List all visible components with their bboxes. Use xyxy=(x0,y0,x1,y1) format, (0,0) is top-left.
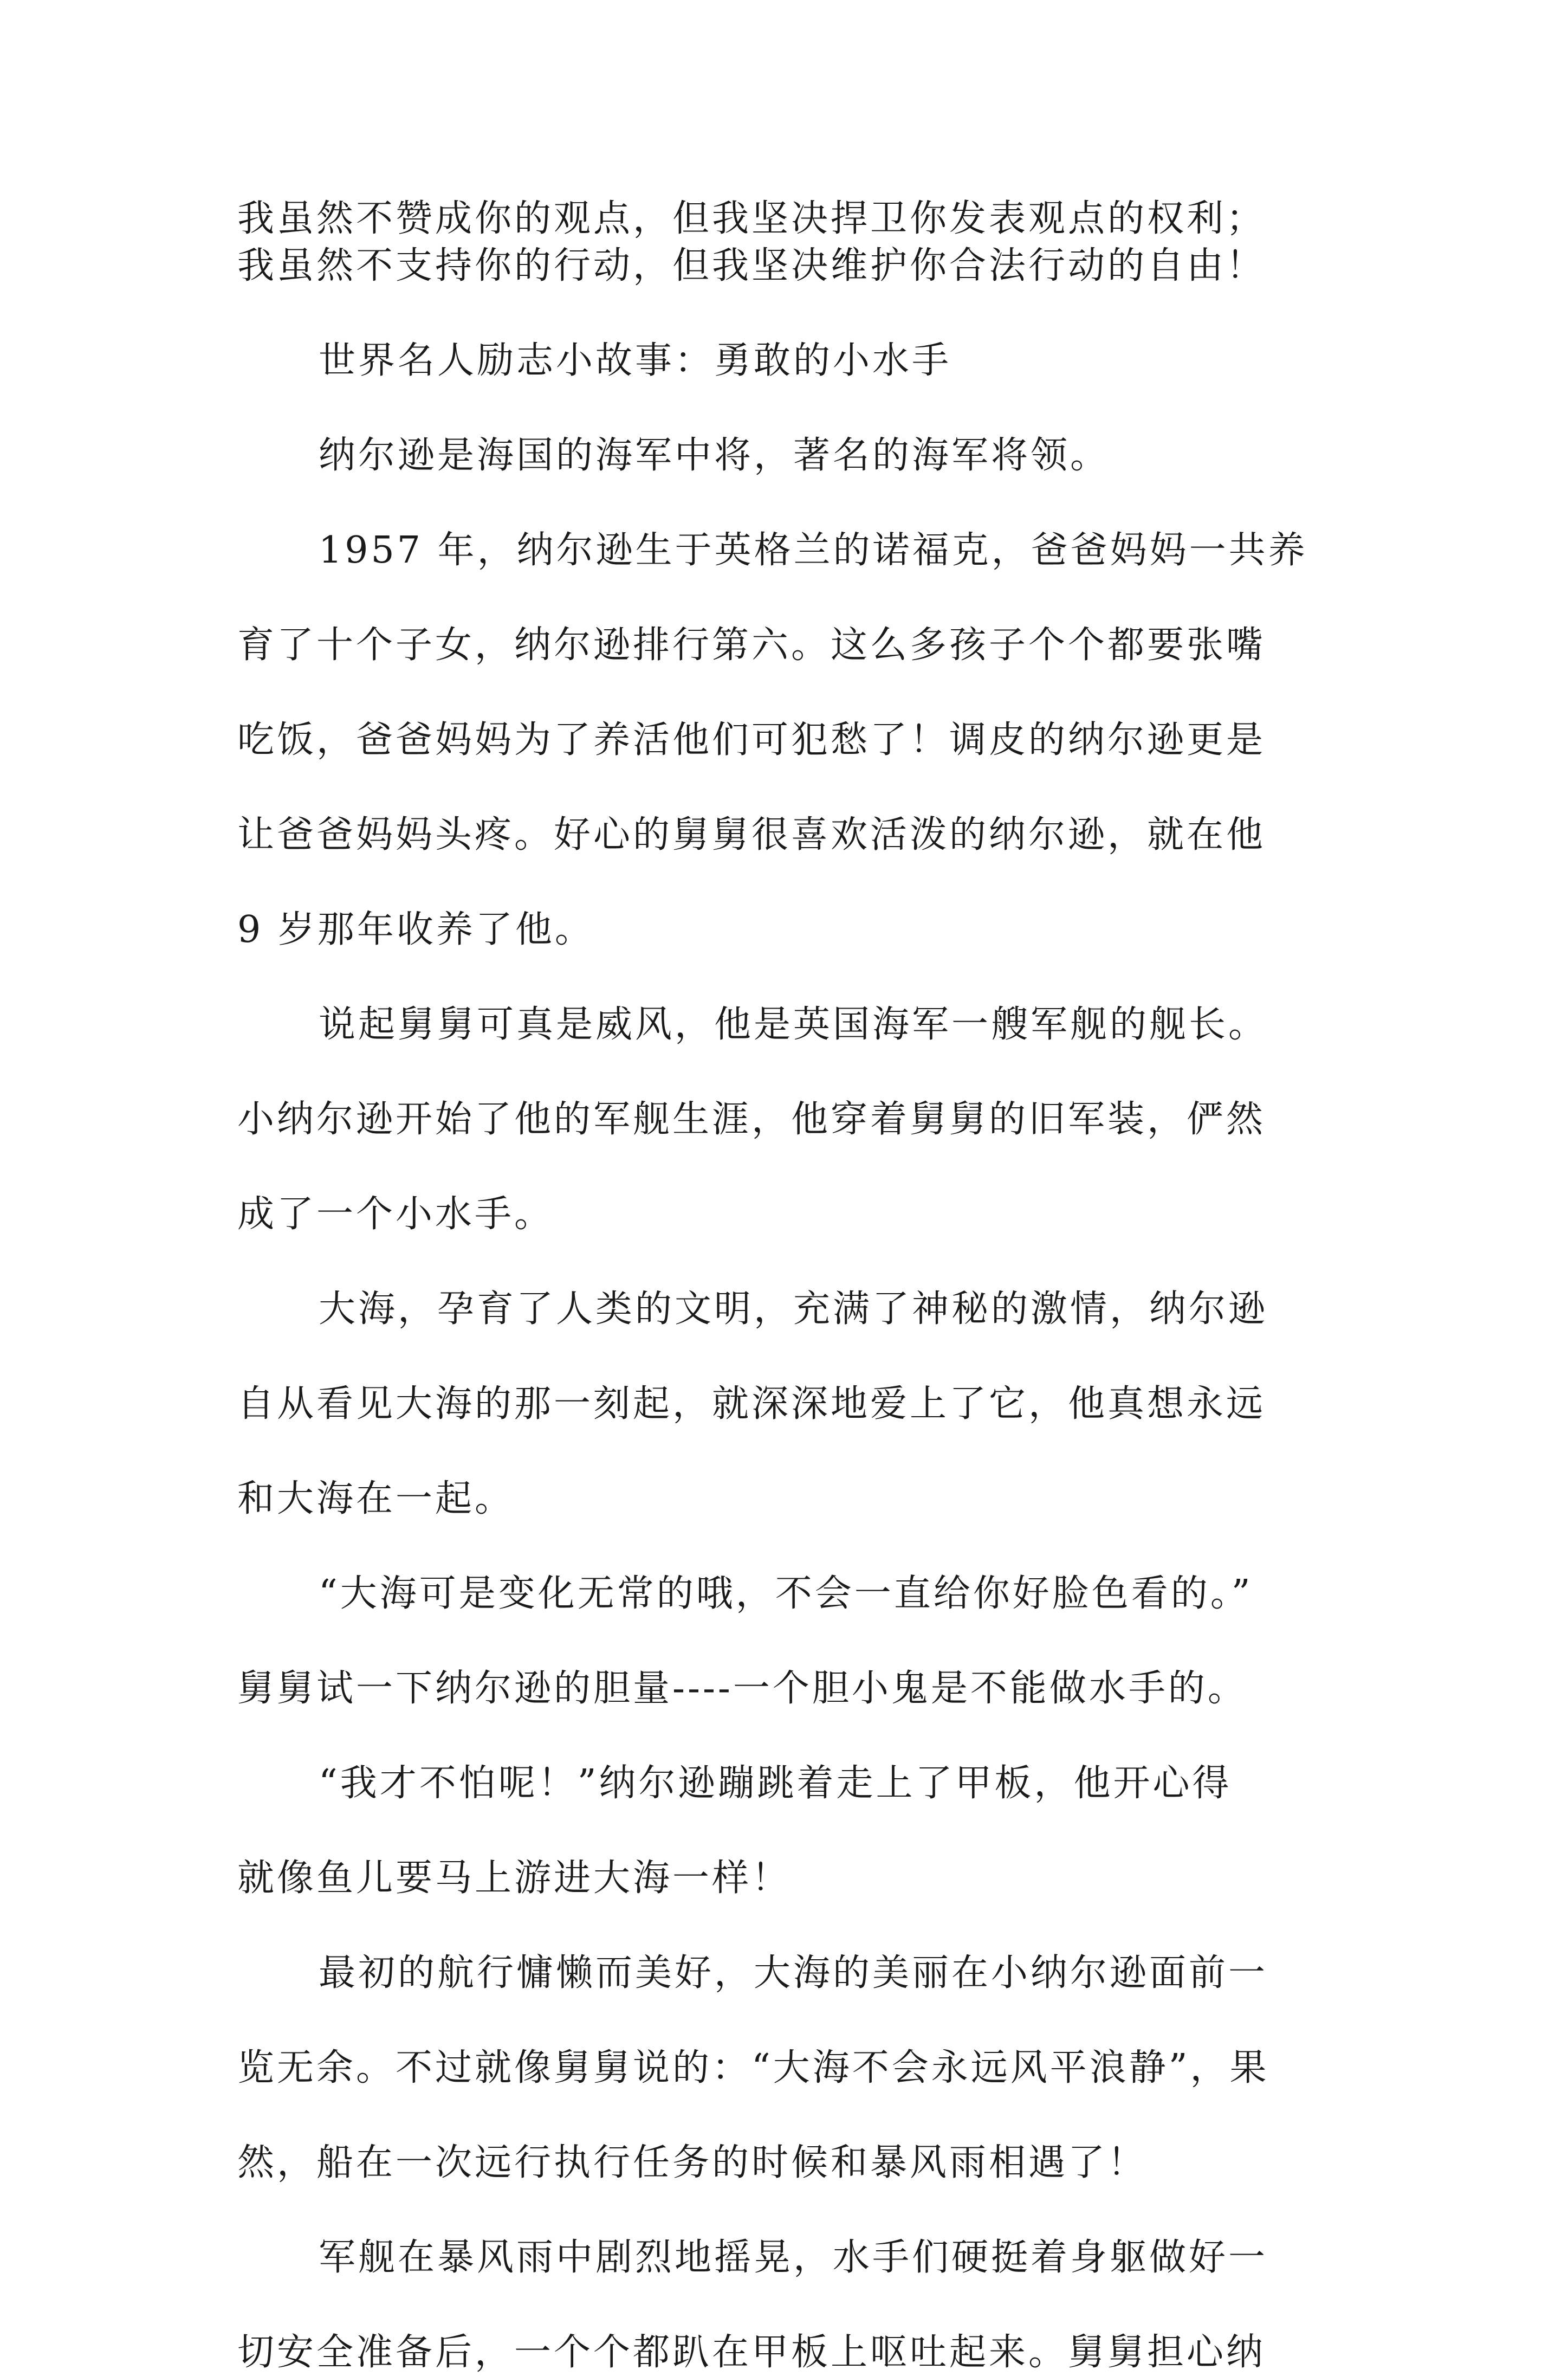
text-line: 大海，孕育了人类的文明，充满了神秘的激情，纳尔逊 xyxy=(319,1288,1268,1331)
text-line: 军舰在暴风雨中剧烈地摇晃，水手们硬挺着身躯做好一 xyxy=(319,2236,1268,2279)
text-line: 说起舅舅可真是威风，他是英国海军一艘军舰的舰长。 xyxy=(319,1003,1268,1046)
document-body xyxy=(237,195,1337,2376)
text-line: 览无余。不过就像舅舅说的：“大海不会永远风平浪静”，果 xyxy=(237,2046,1269,2089)
text-line: 成了一个小水手。 xyxy=(237,1193,554,1236)
text-line: 然，船在一次远行执行任务的时候和暴风雨相遇了！ xyxy=(237,2141,1148,2184)
text-line: 1957 年，纳尔逊生于英格兰的诺福克，爸爸妈妈一共养 xyxy=(319,529,1308,572)
text-line: 9 岁那年收养了他。 xyxy=(237,908,594,951)
text-line: 育了十个子女，纳尔逊排行第六。这么多孩子个个都要张嘴 xyxy=(237,624,1266,667)
text-line: 切安全准备后，一个个都趴在甲板上呕吐起来。舅舅担心纳 xyxy=(237,2331,1266,2374)
story-title: 世界名人励志小故事：勇敢的小水手 xyxy=(319,339,952,382)
text-line: “大海可是变化无常的哦，不会一直给你好脸色看的。” xyxy=(319,1572,1253,1615)
text-line: 就像鱼儿要马上游进大海一样！ xyxy=(237,1857,792,1900)
text-line: 小纳尔逊开始了他的军舰生涯，他穿着舅舅的旧军装，俨然 xyxy=(237,1098,1266,1141)
text-line: 和大海在一起。 xyxy=(237,1477,515,1520)
text-line: 我虽然不赞成你的观点，但我坚决捍卫你发表观点的权利； xyxy=(237,197,1266,240)
text-line: 让爸爸妈妈头疼。好心的舅舅很喜欢活泼的纳尔逊，就在他 xyxy=(237,813,1266,856)
text-line: 最初的航行慵懒而美好，大海的美丽在小纳尔逊面前一 xyxy=(319,1952,1268,1994)
text-line: 自从看见大海的那一刻起，就深深地爱上了它，他真想永远 xyxy=(237,1383,1266,1425)
text-line: 纳尔逊是海国的海军中将，著名的海军将领。 xyxy=(319,434,1110,477)
text-line: 舅舅试一下纳尔逊的胆量----一个胆小鬼是不能做水手的。 xyxy=(237,1667,1247,1710)
text-line: 吃饭，爸爸妈妈为了养活他们可犯愁了！调皮的纳尔逊更是 xyxy=(237,719,1266,761)
text-line: “我才不怕呢！”纳尔逊蹦跳着走上了甲板，他开心得 xyxy=(319,1762,1232,1805)
text-line: 我虽然不支持你的行动，但我坚决维护你合法行动的自由！ xyxy=(237,244,1266,287)
